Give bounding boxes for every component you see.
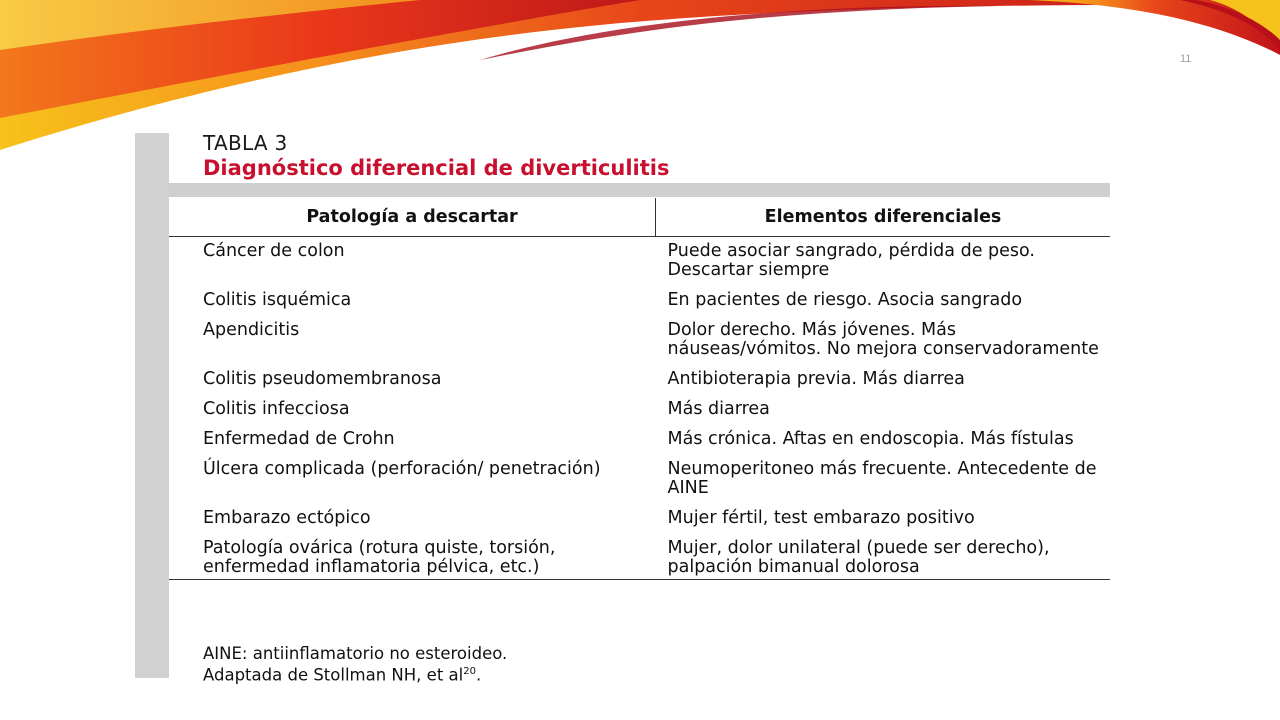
table-row xyxy=(169,400,1110,430)
cell-differential: Neumoperitoneo más frecuente. Antecedente de AINE xyxy=(667,459,1097,498)
header-pathology: Patología a descartar xyxy=(169,198,656,237)
footnote-period: . xyxy=(475,665,482,685)
table-row xyxy=(169,237,1110,292)
table-row xyxy=(169,291,1110,321)
cell-differential: Dolor derecho. Más jóvenes. Más náuseas/vómitos. No mejora conservadoramente xyxy=(667,320,1099,359)
cell-differential: Mujer, dolor unilateral (puede ser derecho), palpación bimanual dolorosa xyxy=(656,539,1111,580)
cell-pathology: Cáncer de colon xyxy=(203,241,345,261)
slide-page-number: 11 xyxy=(1180,53,1192,65)
table-row xyxy=(169,321,1110,370)
table-row xyxy=(169,509,1110,539)
table-figure xyxy=(105,118,1125,693)
cell-differential: Más crónica. Aftas en endoscopia. Más fístulas xyxy=(667,429,1074,449)
table-row xyxy=(169,460,1110,509)
cell-pathology: Colitis pseudomembranosa xyxy=(203,369,442,389)
cell-pathology: Patología ovárica (rotura quiste, torsión, enfermedad inflamatoria pélvica, etc.) xyxy=(169,539,656,580)
cell-differential: Más diarrea xyxy=(667,399,770,419)
cell-differential: Antibioterapia previa. Más diarrea xyxy=(667,369,965,389)
cell-pathology: Enfermedad de Crohn xyxy=(203,429,395,449)
table-header-row xyxy=(169,198,1110,237)
table-row xyxy=(169,370,1110,400)
cell-pathology: Colitis infecciosa xyxy=(203,399,350,419)
table-label: TABLA 3 xyxy=(203,131,288,155)
differential-diagnosis-table xyxy=(169,198,1110,580)
left-gray-bar xyxy=(135,133,169,678)
cell-pathology: Apendicitis xyxy=(203,320,300,340)
footnote-abbreviation: AINE: antiinflamatorio no esteroideo. xyxy=(203,644,508,663)
footnote-source xyxy=(203,663,507,685)
footnote-source-text: Adaptada de Stollman NH, et al xyxy=(203,665,464,685)
table-header-band xyxy=(169,183,1110,197)
table-row xyxy=(169,430,1110,460)
table-row xyxy=(169,539,1110,580)
cell-pathology: Embarazo ectópico xyxy=(203,508,371,528)
cell-pathology: Colitis isquémica xyxy=(203,290,352,310)
cell-differential: En pacientes de riesgo. Asocia sangrado xyxy=(667,290,1023,310)
cell-pathology: Úlcera complicada (perforación/ penetración) xyxy=(203,459,601,479)
cell-differential: Mujer fértil, test embarazo positivo xyxy=(667,508,975,528)
header-differential: Elementos diferenciales xyxy=(656,198,1111,237)
cell-differential: Puede asociar sangrado, pérdida de peso. Descartar siempre xyxy=(667,241,1035,280)
footnote-reference: 20 xyxy=(463,666,476,677)
table-footnote xyxy=(203,645,507,685)
table-title: Diagnóstico diferencial de diverticulitis xyxy=(203,156,670,180)
